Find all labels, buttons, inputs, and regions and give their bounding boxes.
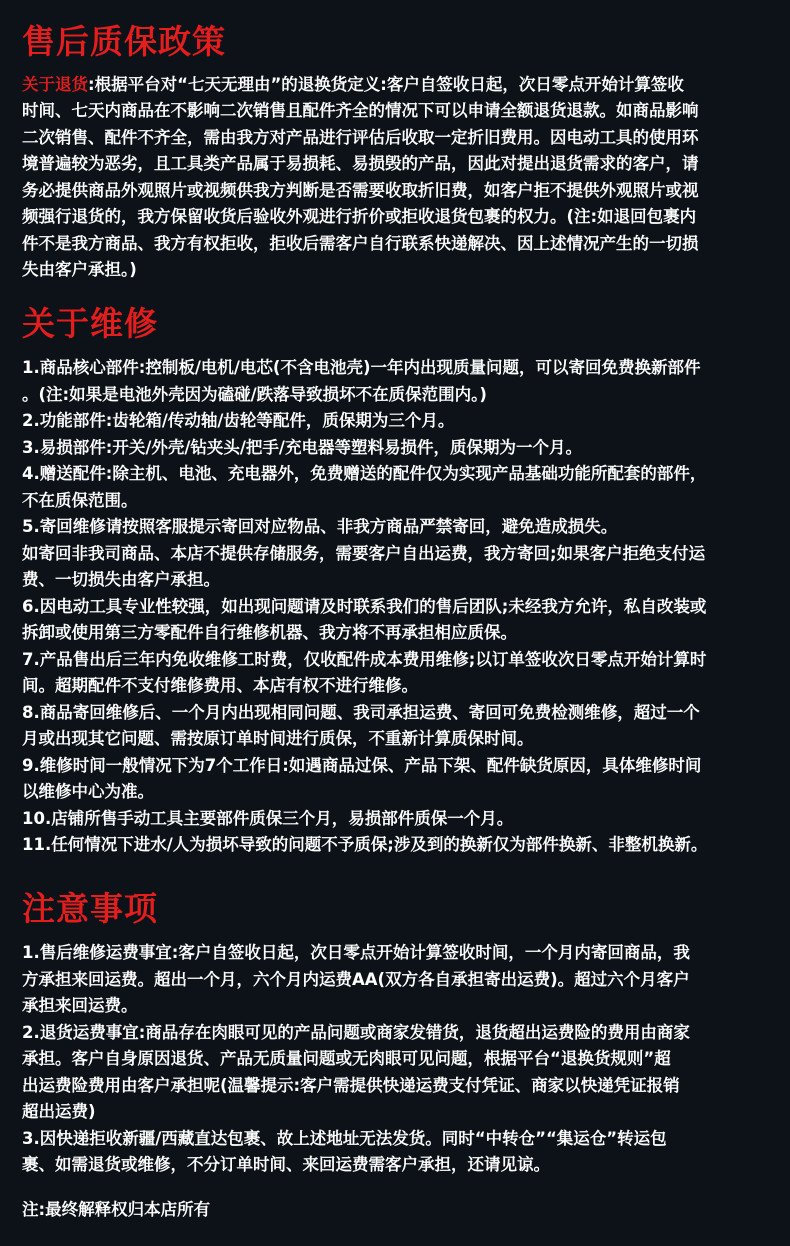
final-interpretation-note: 注:最终解释权归本店所有 <box>22 1199 211 1219</box>
return-line: 务必提供商品外观照片或视频供我方判断是否需要收取折旧费，如客户拒不提供外观照片或视 <box>22 180 699 200</box>
repair-line: 月或出现其它问题、需按原订单时间进行质保，不重新计算质保时间。 <box>22 729 534 749</box>
return-line: 频强行退货的，我方保留收货后验收外观进行折价或拒收退货包裹的权力。(注:如退回包裹内 <box>22 207 697 227</box>
repair-line: 9.维修时间一般情况下为7个工作日:如遇商品过保、产品下架、配件缺货原因，具体维修时间 <box>22 755 702 775</box>
return-policy-paragraph <box>22 72 776 284</box>
repair-line: 以维修中心为准。 <box>22 782 154 802</box>
return-line: 时间、七天内商品在不影响二次销售且配件齐全的情况下可以申请全额退货退款。如商品影响 <box>22 101 699 121</box>
return-line: 关于退货:根据平台对“七天无理由”的退换货定义:客户自签收日起，次日零点开始计算签收 <box>22 74 684 94</box>
repair-line: 间。超期配件不支付维修费用、本店有权不进行维修。 <box>22 676 418 696</box>
return-line: 境普遍较为恶劣，且工具类产品属于易损耗、易损毁的产品，因此对提出退货需求的客户，请 <box>22 154 699 174</box>
repair-line: 6.因电动工具专业性较强，如出现问题请及时联系我们的售后团队;未经我方允许，私自改装或 <box>22 596 707 616</box>
return-line: 二次销售、配件不齐全，需由我方对产品进行评估后收取一定折旧费用。因电动工具的使用环 <box>22 127 699 147</box>
notes-line: 超出运费) <box>22 1102 96 1122</box>
repair-line: 4.赠送配件:除主机、电池、充电器外，免费赠送的配件仅为实现产品基础功能所配套的部件， <box>22 464 707 484</box>
repair-line: 7.产品售出后三年内免收维修工时费，仅收配件成本费用维修;以订单签收次日零点开始计算时 <box>22 649 707 669</box>
repair-line: 如寄回非我司商品、本店不提供存储服务，需要客户自出运费，我方寄回;如果客户拒绝支付运 <box>22 543 706 563</box>
repair-line: 费、一切损失由客户承担。 <box>22 570 220 590</box>
repair-line: 1.商品核心部件:控制板/电机/电芯(不含电池壳)一年内出现质量问题，可以寄回免费换新部件 <box>22 358 701 378</box>
notes-line: 方承担来回运费。超出一个月，六个月内运费AA(双方各自承担寄出运费)。超过六个月客户 <box>22 969 690 989</box>
notes-list <box>22 940 776 1179</box>
return-line: 失由客户承担。) <box>22 260 137 280</box>
warranty-policy-title: 售后质保政策 <box>22 22 226 61</box>
repair-line: 5.寄回维修请按照客服提示寄回对应物品、非我方商品严禁寄回，避免造成损失。 <box>22 517 618 537</box>
repair-line: 拆卸或使用第三方零配件自行维修机器、我方将不再承担相应质保。 <box>22 623 517 643</box>
notes-section-title: 注意事项 <box>22 888 158 928</box>
notes-line: 承担。客户自身原因退货、产品无质量问题或无肉眼可见问题，根据平台“退换货规则”超 <box>22 1049 671 1069</box>
repair-section-title: 关于维修 <box>22 303 158 343</box>
notes-line: 3.因快递拒收新疆/西藏直达包裹、故上述地址无法发货。同时“中转仓”“集运仓”转运包 <box>22 1128 667 1148</box>
repair-line: 不在质保范围。 <box>22 490 138 510</box>
repair-line: 8.商品寄回维修后、一个月内出现相同问题、我司承担运费、寄回可免费检测维修，超过一个 <box>22 702 700 722</box>
return-key-label: 关于退货 <box>22 74 88 94</box>
repair-line: 2.功能部件:齿轮箱/传动轴/齿轮等配件，质保期为三个月。 <box>22 411 455 431</box>
repair-line: 11.任何情况下进水/人为损坏导致的问题不予质保;涉及到的换新仅为部件换新、非整机换新。 <box>22 835 708 855</box>
notes-line: 出运费险费用由客户承担呢(温馨提示:客户需提供快递运费支付凭证、商家以快递凭证报销 <box>22 1075 680 1095</box>
repair-line: 3.易损部件:开关/外壳/钻夹头/把手/充电器等塑料易损件，质保期为一个月。 <box>22 437 582 457</box>
repair-line: 。(注:如果是电池外壳因为磕碰/跌落导致损坏不在质保范围内。) <box>22 384 487 404</box>
repair-line: 10.店铺所售手动工具主要部件质保三个月，易损部件质保一个月。 <box>22 808 514 828</box>
notes-line: 承担来回运费。 <box>22 996 138 1016</box>
repair-list <box>22 355 776 859</box>
notes-line: 1.售后维修运费事宜:客户自签收日起，次日零点开始计算签收时间，一个月内寄回商品，我 <box>22 943 690 963</box>
return-line: 件不是我方商品、我方有权拒收，拒收后需客户自行联系快递解决、因上述情况产生的一切损 <box>22 233 699 253</box>
notes-line: 2.退货运费事宜:商品存在肉眼可见的产品问题或商家发错货，退货超出运费险的费用由商家 <box>22 1022 690 1042</box>
notes-line: 裹、如需退货或维修，不分订单时间、来回运费需客户承担，还请见谅。 <box>22 1155 550 1175</box>
